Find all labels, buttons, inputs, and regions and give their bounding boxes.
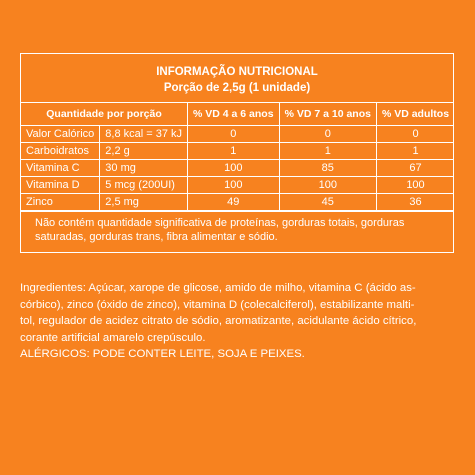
nutrition-title-box [21,54,453,103]
nutrient-amount: 30 mg [100,159,188,176]
vd-adults-value: 67 [376,159,454,176]
vd-adults-value: 100 [376,176,454,193]
ingredients-block [20,280,460,363]
table-header-row [21,103,454,125]
vd-4-6-value: 1 [188,142,280,159]
vd-4-6-value: 100 [188,176,280,193]
vd-7-10-value: 0 [279,125,376,142]
nutrition-table [21,103,454,211]
nutrient-amount: 2,5 mg [100,193,188,210]
table-row [21,125,454,142]
column-header-quantity: Quantidade por porção [21,103,188,125]
vd-adults-value: 1 [376,142,454,159]
ingredients-line: corante artificial amarelo crepúsculo. [20,331,206,344]
serving-size: Porção de 2,5g (1 unidade) [163,82,311,94]
vd-7-10-value: 85 [279,159,376,176]
vd-4-6-value: 100 [188,159,280,176]
nutrient-amount: 2,2 g [100,142,188,159]
nutrition-facts-panel [20,53,454,253]
table-row [21,159,454,176]
vd-4-6-value: 49 [188,193,280,210]
nutrient-name: Vitamina D [21,176,100,193]
vd-4-6-value: 0 [188,125,280,142]
allergens-warning: ALÉRGICOS: PODE CONTER LEITE, SOJA E PEIXES. [20,348,305,360]
nutrient-name: Vitamina C [21,159,100,176]
column-header-vd-adults: % VD adultos [376,103,454,125]
column-header-vd-4-6: % VD 4 a 6 anos [188,103,280,125]
table-row [21,193,454,210]
vd-adults-value: 0 [376,125,454,142]
ingredients-line: córbico), zinco (óxido de zinco), vitamina D (colecalciferol), estabilizante malti- [20,298,415,311]
vd-7-10-value: 100 [279,176,376,193]
table-row [21,142,454,159]
nutrient-name: Zinco [21,193,100,210]
nutrient-amount: 5 mcg (200UI) [100,176,188,193]
vd-7-10-value: 1 [279,142,376,159]
nutrient-name: Carboidratos [21,142,100,159]
nutrient-amount: 8,8 kcal = 37 kJ [100,125,188,142]
column-header-vd-7-10: % VD 7 a 10 anos [279,103,376,125]
nutrition-title: INFORMAÇÃO NUTRICIONAL [156,66,318,78]
ingredients-line: tol, regulador de acidez citrato de sódio, aromatizante, acidulante ácido cítrico, [20,315,417,327]
table-row [21,176,454,193]
ingredients-line: Ingredientes: Açúcar, xarope de glicose, amido de milho, vitamina C (ácido as- [20,282,416,294]
nutrient-name: Valor Calórico [21,125,100,142]
nutrition-footnote: Não contém quantidade significativa de proteínas, gorduras totais, gorduras saturadas, gorduras trans, fibra alimentar e sódio. [21,211,453,252]
vd-adults-value: 36 [376,193,454,210]
vd-7-10-value: 45 [279,193,376,210]
